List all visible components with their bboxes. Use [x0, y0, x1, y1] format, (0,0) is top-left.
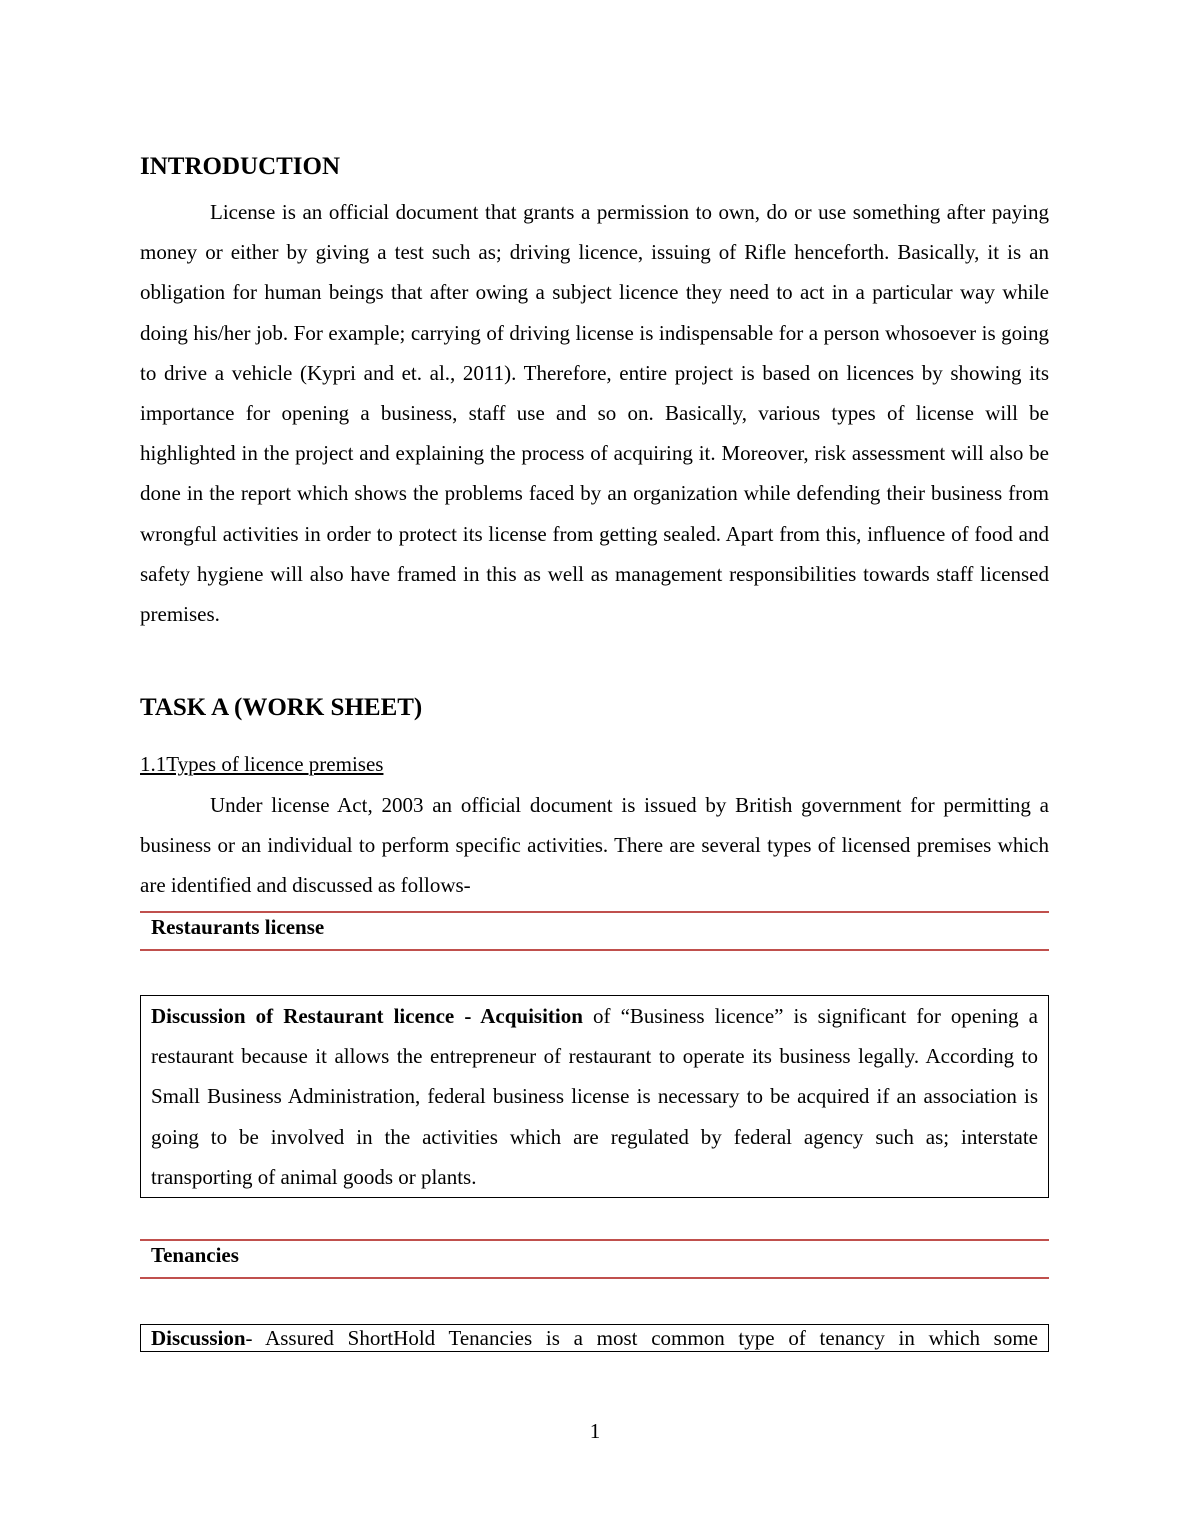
subsection-paragraph: Under license Act, 2003 an official document is issued by British government for permitting a business or an individual to perform specific activities. There are several types of licensed premises which are identified and discussed as follows- [140, 793, 1049, 898]
section-title-text: Restaurants license [151, 915, 325, 939]
section-title-tenancies [140, 1239, 1049, 1279]
discussion-box-tenancies [140, 1324, 1049, 1352]
discussion-box-restaurant [140, 995, 1049, 1198]
page-number: 1 [589, 1419, 601, 1443]
discussion-body-restaurant: of “Business licence” is significant for opening a restaurant because it allows the entrepreneur of restaurant to operate its business legally. According to Small Business Administration, federal business license is necessary to be acquired if an association is going to be involved in the activities which are regulated by federal agency such as; interstate transporting of animal goods or plants. [151, 1004, 1038, 1189]
section-title-text: Tenancies [151, 1243, 239, 1267]
task-a-heading: TASK A (WORK SHEET) [140, 694, 423, 721]
discussion-label-restaurant: Discussion of Restaurant licence - Acquisition [151, 1004, 583, 1028]
subsection-heading-types-of-licence-premises: 1.1Types of licence premises [140, 752, 384, 776]
introduction-heading: INTRODUCTION [140, 153, 341, 180]
introduction-paragraph: License is an official document that grants a permission to own, do or use something after paying money or either by giving a test such as; driving licence, issuing of Rifle henceforth. Basically, it is an obligation for human beings that after owing a subject licence they need to act in a particular way while doing his/her job. For example; carrying of driving license is indispensable for a person whosoever is going to drive a vehicle (Kypri and et. al., 2011). Therefore, entire project is based on licences by showing its importance for opening a business, staff use and so on. Basically, various types of license will be highlighted in the project and explaining the process of acquiring it. Moreover, risk assessment will also be done in the report which shows the problems faced by an organization while defending their business from wrongful activities in order to protect its license from getting sealed. Apart from this, influence of food and safety hygiene will also have framed in this as well as management responsibilities towards staff licensed premises. [140, 200, 1049, 627]
discussion-body-tenancies: - Assured ShortHold Tenancies is a most common type of tenancy in which some [245, 1326, 1038, 1350]
discussion-label-tenancies: Discussion [151, 1326, 246, 1350]
section-title-restaurants-license [140, 911, 1049, 951]
discussion-text-tenancies [151, 1325, 1038, 1351]
discussion-text-restaurant [151, 996, 1038, 1197]
